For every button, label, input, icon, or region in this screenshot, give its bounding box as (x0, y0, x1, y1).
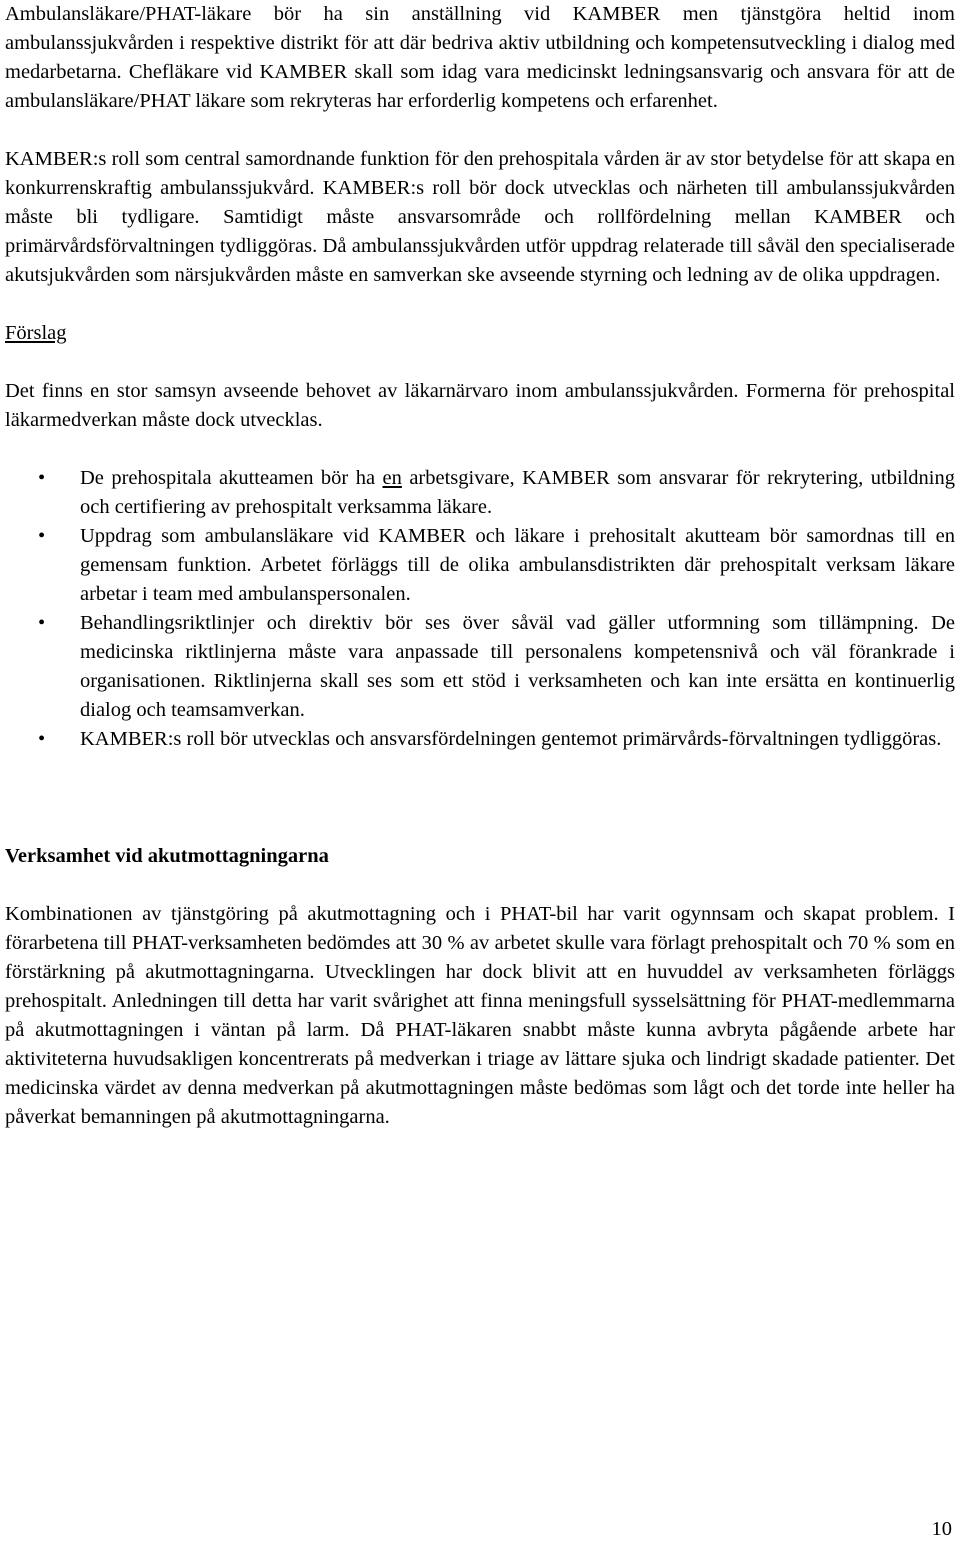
bullet-item-kamber-roll (5, 725, 955, 754)
paragraph-ambulanslakare: Ambulansläkare/PHAT-läkare bör ha sin anställning vid KAMBER men tjänstgöra heltid inom ambulanssjukvården i respektive distrikt för att där bedriva aktiv utbildning och kompetensutveckling i dialog med medarbetarna. Chefläkare vid KAMBER skall som idag vara medicinskt ledningsansvarig och ansvara för att de ambulansläkare/PHAT läkare som rekryteras har erforderlig kompetens och erfarenhet. (5, 3, 955, 112)
bullet-item-riktlinjer (5, 609, 955, 725)
bullet-text: Uppdrag som ambulansläkare vid KAMBER och läkare i prehositalt akutteam bör samordnas till en gemensam funktion. Arbetet förläggs till de olika ambulansdistrikten där prehospitalt verksam läkare arbetar i team med ambulanspersonalen. (80, 525, 955, 605)
section-title-akutmottagningarna: Verksamhet vid akutmottagningarna (5, 845, 329, 867)
bullet-icon: • (38, 612, 46, 634)
page-number: 10 (931, 1518, 952, 1540)
bullet-icon: • (38, 525, 46, 547)
heading-forslag: Förslag (5, 322, 67, 344)
bullet-text-underlined: en (382, 467, 402, 489)
bullet-text: KAMBER:s roll bör utvecklas och ansvarsfördelningen gentemot primärvårds-förvaltningen tydliggöras. (80, 728, 942, 750)
bullet-text-post: arbetsgivare, KAMBER som ansvarar för rekrytering, utbildning och certifiering av prehospitalt verksamma läkare. (80, 467, 956, 518)
bullet-text-pre: De prehospitala akutteamen bör ha (80, 467, 383, 489)
paragraph-kombinationen: Kombinationen av tjänstgöring på akutmottagning och i PHAT-bil har varit ogynnsam och skapat problem. I förarbetena till PHAT-verksamheten bedömdes att 30 % av arbetet skulle vara förlagt prehospitalt och 70 % som en förstärkning på akutmottagningarna. Utvecklingen har dock blivit att en huvuddel av verksamheten förläggs prehospitalt. Anledningen till detta har varit svårighet att finna meningsfull sysselsättning för PHAT-medlemmarna på akutmottagningen i väntan på larm. Då PHAT-läkaren snabbt måste kunna avbryta pågående arbete har aktiviteterna huvudsakligen koncentrerats på medverkan i triage av lättare sjuka och lindrigt skadade patienter. Det medicinska värdet av denna medverkan på akutmottagningen måste bedömas som lågt och det torde inte heller ha påverkat bemanningen på akutmottagningarna. (5, 903, 955, 1128)
bullet-text: Behandlingsriktlinjer och direktiv bör ses över såväl vad gäller utformning som tillämpning. De medicinska riktlinjerna måste vara anpassade till personalens kompetensnivå och väl förankrade i organisationen. Riktlinjerna skall ses som ett stöd i verksamheten och kan inte ersätta en kontinuerlig dialog och teamsamverkan. (80, 612, 955, 721)
bullet-icon: • (38, 728, 46, 750)
document-page (5, 0, 955, 1132)
proposal-bullet-list (5, 464, 955, 754)
bullet-item-uppdrag (5, 522, 955, 609)
paragraph-kamber-roll: KAMBER:s roll som central samordnande funktion för den prehospitala vården är av stor betydelse för att skapa en konkurrenskraftig ambulanssjukvård. KAMBER:s roll bör dock utvecklas och närheten till ambulanssjukvården måste bli tydligare. Samtidigt måste ansvarsområde och rollfördelning mellan KAMBER och primärvårdsförvaltningen tydliggöras. Då ambulanssjukvården utför uppdrag relaterade till såväl den specialiserade akutsjukvården som närsjukvården måste en samverkan ske avseende styrning och ledning av de olika uppdragen. (5, 148, 955, 286)
paragraph-samsyn: Det finns en stor samsyn avseende behovet av läkarnärvaro inom ambulanssjukvården. Formerna för prehospital läkarmedverkan måste dock utvecklas. (5, 380, 955, 431)
bullet-icon: • (38, 467, 46, 489)
bullet-item-arbetsgivare (5, 464, 955, 522)
